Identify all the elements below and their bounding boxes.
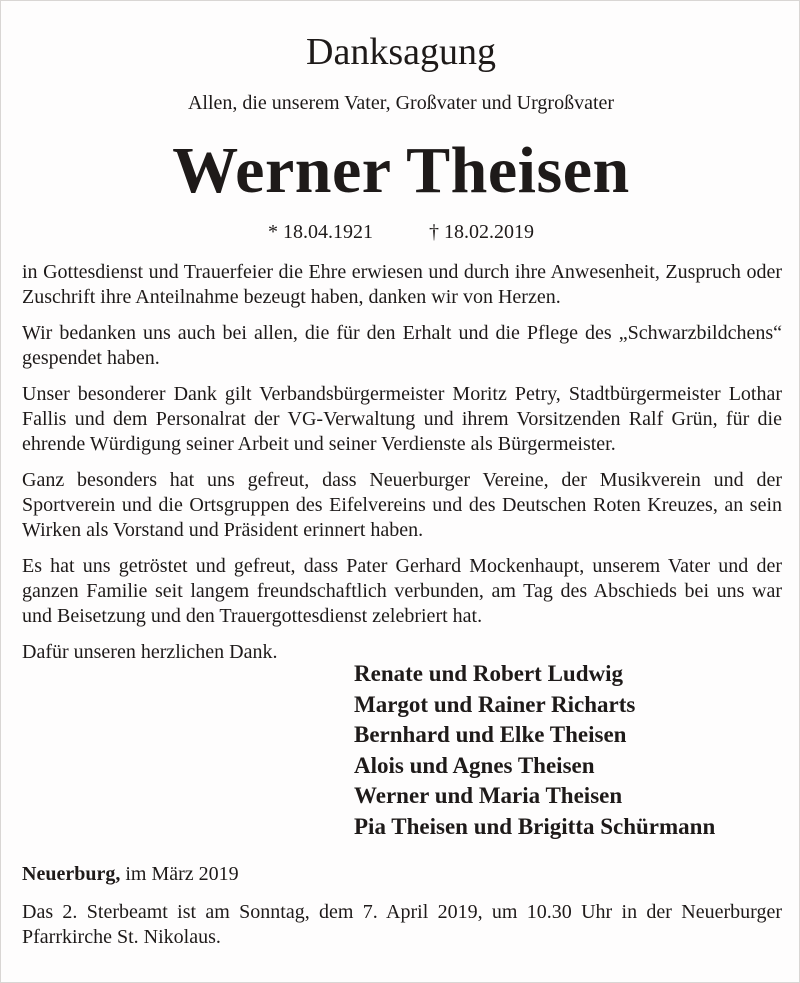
signatory: Pia Theisen und Brigitta Schürmann	[354, 813, 716, 839]
paragraph: Wir bedanken uns auch bei allen, die für den Erhalt und die Pflege des „Schwarzbildchens“ gespendet haben.	[22, 322, 782, 369]
notice-date: im März 2019	[120, 863, 239, 885]
signatory: Alois und Agnes Theisen	[354, 752, 595, 778]
funeral-note: Das 2. Sterbeamt ist am Sonntag, dem 7. April 2019, um 10.30 Uhr in der Neuerburger Pfarrkirche St. Nikolaus.	[22, 901, 782, 948]
signatory: Werner und Maria Theisen	[354, 783, 623, 808]
notice-heading: Danksagung	[306, 31, 496, 73]
signatory: Renate und Robert Ludwig	[354, 661, 624, 686]
paragraph: Unser besonderer Dank gilt Verbandsbürgermeister Moritz Petry, Stadtbürgermeister Lothar Fallis und dem Personalrat der VG-Verwaltung und ihrem Vorsitzenden Ralf Grün, für die ehrende Würdigung seiner Arbeit und seiner Verdienste als Bürgermeister.	[22, 383, 782, 455]
deceased-name: Werner Theisen	[172, 134, 630, 207]
place-date-line	[22, 861, 782, 887]
intro-line: Allen, die unserem Vater, Großvater und Urgroßvater	[187, 92, 615, 114]
life-dates	[1, 219, 800, 245]
place-name: Neuerburg,	[22, 863, 121, 885]
paragraph: Dafür unseren herzlichen Dank.	[22, 641, 278, 663]
birth-date: * 18.04.1921	[268, 221, 373, 243]
signatory: Margot und Rainer Richarts	[354, 691, 636, 717]
signatory: Bernhard und Elke Theisen	[354, 722, 627, 747]
thanks-text	[22, 260, 782, 665]
signatory-list	[354, 659, 784, 842]
paragraph: in Gottesdienst und Trauerfeier die Ehre erwiesen und durch ihre Anwesenheit, Zuspruch oder Zuschrift ihre Anteilnahme bezeugt haben, danken wir von Herzen.	[22, 261, 782, 308]
paragraph: Ganz besonders hat uns gefreut, dass Neuerburger Vereine, der Musikverein und der Sportverein und die Ortsgruppen des Eifelvereins und des Deutschen Roten Kreuzes, an sein Wirken als Vorstand und Präsident erinnert haben.	[22, 469, 782, 541]
death-date: † 18.02.2019	[429, 221, 534, 243]
paragraph: Es hat uns getröstet und gefreut, dass Pater Gerhard Mockenhaupt, unserem Vater und der ganzen Familie seit langem freundschaftlich verbunden, am Tag des Abschieds bei uns war und Beisetzung und den Trauergottesdienst zelebriert hat.	[22, 555, 782, 627]
